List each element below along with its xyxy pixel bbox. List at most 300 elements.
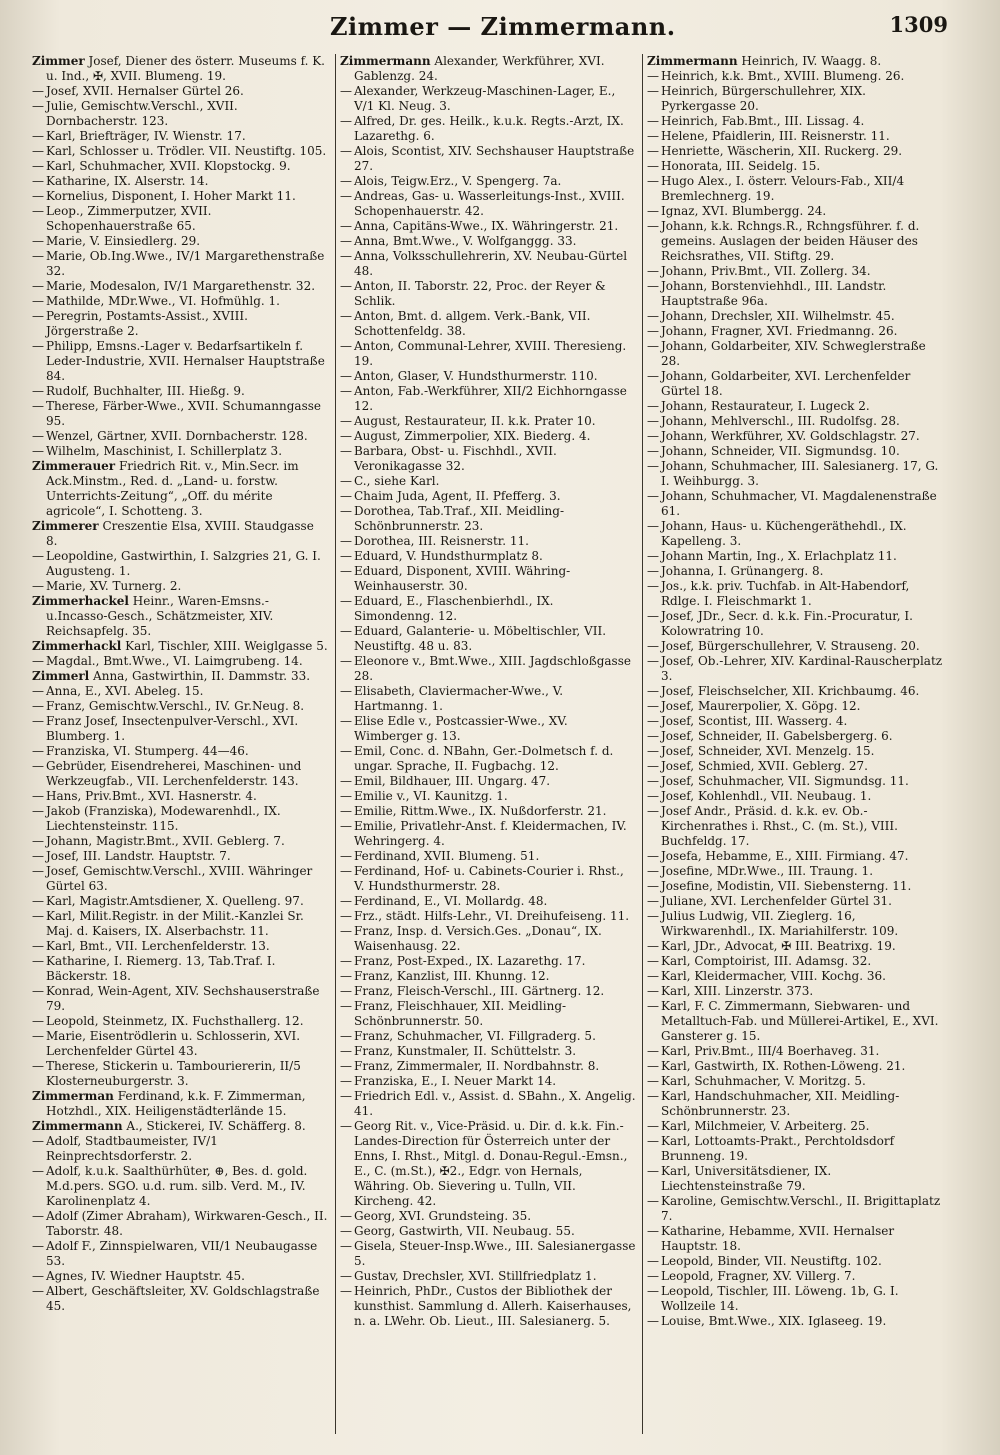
ditto-dash: — <box>340 249 352 263</box>
directory-entry <box>647 744 943 759</box>
surname-entry <box>32 459 329 519</box>
ditto-dash: — <box>647 1194 659 1208</box>
ditto-dash: — <box>32 849 44 863</box>
directory-entry <box>647 1194 943 1224</box>
directory-entry <box>340 714 636 744</box>
ditto-dash: — <box>647 399 659 413</box>
directory-entry <box>32 234 329 249</box>
directory-entry <box>647 1059 943 1074</box>
ditto-dash: — <box>340 1224 352 1238</box>
entry-text: Eleonore v., Bmt.Wwe., XIII. Jagdschloßgasse 28. <box>354 654 631 683</box>
entry-text: Eduard, Disponent, XVIII. Währing-Weinhauserstr. 30. <box>354 564 571 593</box>
ditto-dash: — <box>32 294 44 308</box>
entry-text: A., Stickerei, IV. Schäfferg. 8. <box>122 1119 306 1133</box>
entry-text: Josef, XVII. Hernalser Gürtel 26. <box>46 84 244 98</box>
entry-text: Adolf, Stadtbaumeister, IV/1 Reinprechtsdorferstr. 2. <box>46 1134 218 1163</box>
directory-entry <box>647 774 943 789</box>
directory-entry <box>647 864 943 879</box>
entry-text: Josefine, MDr.Wwe., III. Traung. 1. <box>661 864 874 878</box>
ditto-dash: — <box>647 144 659 158</box>
ditto-dash: — <box>647 1119 659 1133</box>
entry-text: Katharine, I. Riemerg. 13, Tab.Traf. I. Bäckerstr. 18. <box>46 954 276 983</box>
entry-text: Friedrich Edl. v., Assist. d. SBahn., X. Angelig. 41. <box>354 1089 636 1118</box>
entry-text: Frz., städt. Hilfs-Lehr., VI. Dreihufeiseng. 11. <box>354 909 630 923</box>
entry-text: Karl, Bmt., VII. Lerchenfelderstr. 13. <box>46 939 270 953</box>
directory-entry <box>32 954 329 984</box>
page-title: Zimmer — Zimmermann. <box>330 12 676 41</box>
directory-entry <box>647 279 943 309</box>
directory-entry <box>340 1089 636 1119</box>
ditto-dash: — <box>32 144 44 158</box>
directory-entry <box>32 864 329 894</box>
directory-entry <box>32 189 329 204</box>
surname-entry <box>32 1089 329 1119</box>
entry-text: Emil, Conc. d. NBahn, Ger.-Dolmetsch f. d. ungar. Sprache, II. Fugbachg. 12. <box>354 744 614 773</box>
entry-text: Heinrich, k.k. Bmt., XVIII. Blumeng. 26. <box>661 69 905 83</box>
entry-text: Elisabeth, Claviermacher-Wwe., V. Hartmanng. 1. <box>354 684 564 713</box>
directory-entry <box>647 1089 943 1119</box>
entry-text: Wilhelm, Maschinist, I. Schillerplatz 3. <box>46 444 283 458</box>
entry-text: Karl, Gastwirth, IX. Rothen-Löweng. 21. <box>661 1059 906 1073</box>
ditto-dash: — <box>32 699 44 713</box>
directory-entry <box>647 489 943 519</box>
directory-entry <box>340 954 636 969</box>
entry-text: Johann, Borstenviehhdl., III. Landstr. Hauptstraße 96a. <box>661 279 887 308</box>
ditto-dash: — <box>32 1284 44 1298</box>
directory-entry <box>647 564 943 579</box>
entry-text: Leopold, Fragner, XV. Villerg. 7. <box>661 1269 856 1283</box>
entry-text: Andreas, Gas- u. Wasserleitungs-Inst., XVIII. Schopenhauerstr. 42. <box>354 189 625 218</box>
entry-text: Franz, Kanzlist, III. Khunng. 12. <box>354 969 550 983</box>
directory-entry <box>32 849 329 864</box>
ditto-dash: — <box>340 864 352 878</box>
directory-entry <box>340 789 636 804</box>
directory-entry <box>340 924 636 954</box>
entry-text: Julie, Gemischtw.Verschl., XVII. Dornbacherstr. 123. <box>46 99 238 128</box>
surname-entry <box>32 669 329 684</box>
entry-text: Karl, Magistr.Amtsdiener, X. Quelleng. 97. <box>46 894 304 908</box>
ditto-dash: — <box>32 834 44 848</box>
entry-text: Johann, Haus- u. Küchengeräthehdl., IX. Kapelleng. 3. <box>661 519 907 548</box>
ditto-dash: — <box>32 654 44 668</box>
ditto-dash: — <box>647 114 659 128</box>
ditto-dash: — <box>647 744 659 758</box>
surname: Zimmer <box>32 54 85 68</box>
entry-text: Johann, Werkführer, XV. Goldschlagstr. 27. <box>661 429 920 443</box>
ditto-dash: — <box>32 894 44 908</box>
entry-text: Karl, XIII. Linzerstr. 373. <box>661 984 814 998</box>
entry-text: Emilie, Privatlehr-Anst. f. Kleidermachen, IV. Wehringerg. 4. <box>354 819 627 848</box>
entry-text: Karl, Universitätsdiener, IX. Liechtensteinstraße 79. <box>661 1164 832 1193</box>
surname-entry <box>32 54 329 84</box>
ditto-dash: — <box>647 1164 659 1178</box>
directory-entry <box>340 489 636 504</box>
entry-text: Hans, Priv.Bmt., XVI. Hasnerstr. 4. <box>46 789 257 803</box>
page-number: 1309 <box>889 12 948 37</box>
directory-entry <box>340 594 636 624</box>
directory-entry <box>647 894 943 909</box>
directory-entry <box>340 654 636 684</box>
directory-entry <box>647 549 943 564</box>
entry-text: Therese, Färber-Wwe., XVII. Schumanngasse 95. <box>46 399 321 428</box>
ditto-dash: — <box>32 864 44 878</box>
entry-text: Franz, Insp. d. Versich.Ges. „Donau“, IX. Waisenhausg. 22. <box>354 924 602 953</box>
entry-text: Johann, Restaurateur, I. Lugeck 2. <box>661 399 870 413</box>
directory-columns <box>28 54 950 1434</box>
ditto-dash: — <box>340 1074 352 1088</box>
directory-entry <box>340 1044 636 1059</box>
entry-text: Jakob (Franziska), Modewarenhdl., IX. Liechtensteinstr. 115. <box>46 804 281 833</box>
ditto-dash: — <box>340 819 352 833</box>
directory-entry <box>32 1029 329 1059</box>
directory-entry <box>647 684 943 699</box>
entry-text: Friedrich Rit. v., Min.Secr. im Ack.Minstm., Red. d. „Land- u. forstw. Unterrichts-Zeitung“, „Off. du mérite agricole“, I. Schotteng. 3. <box>46 459 299 518</box>
directory-entry <box>340 174 636 189</box>
entry-text: Emilie v., VI. Kaunitzg. 1. <box>354 789 508 803</box>
directory-entry <box>340 744 636 774</box>
directory-entry <box>340 339 636 369</box>
directory-entry <box>647 324 943 339</box>
directory-entry <box>340 219 636 234</box>
ditto-dash: — <box>647 1059 659 1073</box>
ditto-dash: — <box>32 429 44 443</box>
entry-text: Jos., k.k. priv. Tuchfab. in Alt-Habendorf, Rdlge. I. Fleischmarkt 1. <box>661 579 910 608</box>
ditto-dash: — <box>340 144 352 158</box>
entry-text: Johann, Drechsler, XII. Wilhelmstr. 45. <box>661 309 895 323</box>
directory-entry <box>647 369 943 399</box>
ditto-dash: — <box>32 939 44 953</box>
directory-entry <box>340 84 636 114</box>
directory-entry <box>647 699 943 714</box>
directory-entry <box>32 1284 329 1314</box>
directory-entry <box>647 1254 943 1269</box>
ditto-dash: — <box>647 1134 659 1148</box>
directory-entry <box>340 234 636 249</box>
directory-entry <box>340 984 636 999</box>
ditto-dash: — <box>32 954 44 968</box>
ditto-dash: — <box>340 474 352 488</box>
ditto-dash: — <box>32 759 44 773</box>
directory-entry <box>647 1044 943 1059</box>
directory-entry <box>340 429 636 444</box>
directory-entry <box>340 369 636 384</box>
entry-text: Heinrich, Bürgerschullehrer, XIX. Pyrkergasse 20. <box>661 84 866 113</box>
entry-text: Dorothea, Tab.Traf., XII. Meidling-Schönbrunnerstr. 23. <box>354 504 565 533</box>
ditto-dash: — <box>32 1209 44 1223</box>
ditto-dash: — <box>340 369 352 383</box>
directory-entry <box>340 1209 636 1224</box>
entry-text: Juliane, XVI. Lerchenfelder Gürtel 31. <box>661 894 892 908</box>
entry-text: Katharine, IX. Alserstr. 14. <box>46 174 209 188</box>
ditto-dash: — <box>340 339 352 353</box>
entry-text: Johann, Priv.Bmt., VII. Zollerg. 34. <box>661 264 871 278</box>
ditto-dash: — <box>340 969 352 983</box>
entry-text: Peregrin, Postamts-Assist., XVIII. Jörgerstraße 2. <box>46 309 248 338</box>
entry-text: Heinrich, PhDr., Custos der Bibliothek der kunsthist. Sammlung d. Allerh. Kaiserhauses, n. a. LWehr. Ob. Lieut., III. Salesianerg. 5. <box>354 1284 632 1328</box>
ditto-dash: — <box>647 204 659 218</box>
entry-text: Anna, Bmt.Wwe., V. Wolfganggg. 33. <box>354 234 577 248</box>
ditto-dash: — <box>340 894 352 908</box>
entry-text: Johann, Goldarbeiter, XIV. Schweglerstraße 28. <box>661 339 926 368</box>
ditto-dash: — <box>340 114 352 128</box>
directory-entry <box>647 1224 943 1254</box>
directory-entry <box>32 789 329 804</box>
ditto-dash: — <box>647 159 659 173</box>
directory-entry <box>647 969 943 984</box>
entry-text: Karl, Kleidermacher, VIII. Kochg. 36. <box>661 969 886 983</box>
entry-text: Josef Andr., Präsid. d. k.k. ev. Ob.-Kirchenrathes i. Rhst., C. (m. St.), VIII. Buchfeldg. 17. <box>661 804 898 848</box>
ditto-dash: — <box>340 429 352 443</box>
directory-entry <box>647 879 943 894</box>
entry-text: Karl, Handschuhmacher, XII. Meidling-Schönbrunnerstr. 23. <box>661 1089 900 1118</box>
ditto-dash: — <box>32 159 44 173</box>
ditto-dash: — <box>647 444 659 458</box>
directory-entry <box>340 1224 636 1239</box>
entry-text: Alexander, Werkführer, XVI. Gablenzg. 24. <box>354 54 605 83</box>
ditto-dash: — <box>647 414 659 428</box>
directory-entry <box>647 954 943 969</box>
ditto-dash: — <box>32 99 44 113</box>
directory-entry <box>340 384 636 414</box>
entry-text: Josef, Fleischselcher, XII. Krichbaumg. 46. <box>661 684 920 698</box>
entry-text: Wenzel, Gärtner, XVII. Dornbacherstr. 128. <box>46 429 308 443</box>
ditto-dash: — <box>340 654 352 668</box>
entry-text: Marie, Eisentrödlerin u. Schlosserin, XVI. Lerchenfelder Gürtel 43. <box>46 1029 301 1058</box>
entry-text: Karl, Milit.Registr. in der Milit.-Kanzlei Sr. Maj. d. Kaisers, IX. Alserbachstr. 11. <box>46 909 304 938</box>
surname: Zimmerman <box>32 1089 114 1103</box>
directory-entry <box>647 654 943 684</box>
entry-text: Karl, Schuhmacher, XVII. Klopstockg. 9. <box>46 159 291 173</box>
entry-text: Franz, Zimmermaler, II. Nordbahnstr. 8. <box>354 1059 600 1073</box>
entry-text: Ignaz, XVI. Blumbergg. 24. <box>661 204 827 218</box>
surname-entry <box>32 519 329 549</box>
directory-entry <box>647 939 943 954</box>
surname-entry <box>647 54 943 69</box>
entry-text: Karl, Schuhmacher, V. Moritzg. 5. <box>661 1074 866 1088</box>
ditto-dash: — <box>340 744 352 758</box>
entry-text: Josef, Ob.-Lehrer, XIV. Kardinal-Rauscherplatz 3. <box>661 654 943 683</box>
ditto-dash: — <box>340 189 352 203</box>
entry-text: Franz, Schuhmacher, VI. Fillgraderg. 5. <box>354 1029 596 1043</box>
ditto-dash: — <box>340 1284 352 1298</box>
entry-text: Leopold, Binder, VII. Neustiftg. 102. <box>661 1254 882 1268</box>
entry-text: Therese, Stickerin u. Tambouriererin, II/5 Klosterneuburgerstr. 3. <box>46 1059 301 1088</box>
surname: Zimmerhackel <box>32 594 129 608</box>
entry-text: Josef, Diener des österr. Museums f. K. u. Ind., ✠, XVII. Blumeng. 19. <box>46 54 325 83</box>
ditto-dash: — <box>32 1059 44 1073</box>
entry-text: Karl, Milchmeier, V. Arbeiterg. 25. <box>661 1119 870 1133</box>
directory-entry <box>32 339 329 384</box>
ditto-dash: — <box>647 1074 659 1088</box>
entry-text: Rudolf, Buchhalter, III. Hießg. 9. <box>46 384 245 398</box>
ditto-dash: — <box>647 459 659 473</box>
ditto-dash: — <box>647 939 659 953</box>
ditto-dash: — <box>340 534 352 548</box>
ditto-dash: — <box>647 954 659 968</box>
entry-text: Hugo Alex., I. österr. Velours-Fab., XII/4 Bremlechnerg. 19. <box>661 174 905 203</box>
directory-entry <box>647 789 943 804</box>
directory-entry <box>32 1209 329 1239</box>
entry-text: Ferdinand, Hof- u. Cabinets-Courier i. Rhst., V. Hundsthurmerstr. 28. <box>354 864 624 893</box>
entry-text: Georg, XVI. Grundsteing. 35. <box>354 1209 532 1223</box>
entry-text: Georg Rit. v., Vice-Präsid. u. Dir. d. k.k. Fin.-Landes-Direction für Österreich unter der Enns, I. Rhst., Mitgl. d. Donau-Regul.-Emsn., E., C. (m.St.), ✠2., Edgr. von Hernals, Währing. Ob. Sievering u. Tulln, VII. Kircheng. 42. <box>354 1119 628 1208</box>
ditto-dash: — <box>647 369 659 383</box>
page-header <box>0 8 1000 48</box>
entry-text: Anna, Capitäns-Wwe., IX. Währingerstr. 21. <box>354 219 619 233</box>
ditto-dash: — <box>647 279 659 293</box>
directory-entry <box>32 804 329 834</box>
directory-entry <box>32 549 329 579</box>
ditto-dash: — <box>340 984 352 998</box>
ditto-dash: — <box>340 279 352 293</box>
entry-text: Alfred, Dr. ges. Heilk., k.u.k. Regts.-Arzt, IX. Lazarethg. 6. <box>354 114 624 143</box>
ditto-dash: — <box>340 1059 352 1073</box>
directory-entry <box>647 399 943 414</box>
directory-entry <box>340 414 636 429</box>
entry-text: Chaim Juda, Agent, II. Pfefferg. 3. <box>354 489 561 503</box>
entry-text: Josef, Scontist, III. Wasserg. 4. <box>661 714 848 728</box>
entry-text: Johann, Mehlverschl., III. Rudolfsg. 28. <box>661 414 900 428</box>
directory-entry <box>32 1269 329 1284</box>
entry-text: Johann, Schuhmacher, VI. Magdalenenstraße 61. <box>661 489 937 518</box>
ditto-dash: — <box>647 429 659 443</box>
ditto-dash: — <box>340 84 352 98</box>
ditto-dash: — <box>32 189 44 203</box>
ditto-dash: — <box>340 414 352 428</box>
ditto-dash: — <box>340 1239 352 1253</box>
directory-entry <box>647 219 943 264</box>
entry-text: Louise, Bmt.Wwe., XIX. Iglaseeg. 19. <box>661 1314 887 1328</box>
directory-entry <box>340 1074 636 1089</box>
entry-text: Emil, Bildhauer, III. Ungarg. 47. <box>354 774 551 788</box>
directory-entry <box>340 474 636 489</box>
directory-entry <box>647 174 943 204</box>
entry-text: Josef, Bürgerschullehrer, V. Strauseng. 20. <box>661 639 920 653</box>
directory-entry <box>647 1314 943 1329</box>
directory-entry <box>340 849 636 864</box>
directory-entry <box>32 1164 329 1209</box>
ditto-dash: — <box>340 804 352 818</box>
ditto-dash: — <box>340 999 352 1013</box>
ditto-dash: — <box>647 309 659 323</box>
entry-text: Julius Ludwig, VII. Zieglerg. 16, Wirkwarenhdl., IX. Mariahilferstr. 109. <box>661 909 899 938</box>
directory-entry <box>340 969 636 984</box>
entry-text: Marie, Modesalon, IV/1 Margarethenstr. 32. <box>46 279 316 293</box>
entry-text: Adolf F., Zinnspielwaren, VII/1 Neubaugasse 53. <box>46 1239 318 1268</box>
ditto-dash: — <box>32 1239 44 1253</box>
entry-text: Helene, Pfaidlerin, III. Reisnerstr. 11. <box>661 129 890 143</box>
ditto-dash: — <box>32 1014 44 1028</box>
entry-text: Anton, Glaser, V. Hundsthurmerstr. 110. <box>354 369 598 383</box>
directory-entry <box>647 519 943 549</box>
ditto-dash: — <box>32 339 44 353</box>
directory-entry <box>32 984 329 1014</box>
ditto-dash: — <box>647 609 659 623</box>
directory-entry <box>32 654 329 669</box>
ditto-dash: — <box>647 789 659 803</box>
ditto-dash: — <box>32 789 44 803</box>
directory-entry <box>340 564 636 594</box>
directory-entry <box>340 774 636 789</box>
entry-text: Adolf (Zimer Abraham), Wirkwaren-Gesch., II. Taborstr. 48. <box>46 1209 328 1238</box>
ditto-dash: — <box>647 489 659 503</box>
entry-text: Anton, II. Taborstr. 22, Proc. der Reyer & Schlik. <box>354 279 606 308</box>
entry-text: Leopold, Steinmetz, IX. Fuchsthallerg. 12. <box>46 1014 304 1028</box>
ditto-dash: — <box>340 444 352 458</box>
entry-text: Franz, Post-Exped., IX. Lazarethg. 17. <box>354 954 586 968</box>
directory-entry <box>647 639 943 654</box>
entry-text: Dorothea, III. Reisnerstr. 11. <box>354 534 529 548</box>
directory-entry <box>32 909 329 939</box>
ditto-dash: — <box>647 759 659 773</box>
ditto-dash: — <box>340 309 352 323</box>
entry-text: Marie, V. Einsiedlerg. 29. <box>46 234 201 248</box>
entry-text: Gisela, Steuer-Insp.Wwe., III. Salesianergasse 5. <box>354 1239 636 1268</box>
entry-text: Creszentie Elsa, XVIII. Staudgasse 8. <box>46 519 314 548</box>
ditto-dash: — <box>32 579 44 593</box>
entry-text: Leop., Zimmerputzer, XVII. Schopenhauerstraße 65. <box>46 204 212 233</box>
directory-entry <box>32 1134 329 1164</box>
directory-entry <box>32 399 329 429</box>
column-2 <box>335 54 642 1434</box>
entry-text: Josef, Schuhmacher, VII. Sigmundsg. 11. <box>661 774 909 788</box>
entry-text: Johann, Magistr.Bmt., XVII. Geblerg. 7. <box>46 834 285 848</box>
directory-entry <box>647 909 943 939</box>
ditto-dash: — <box>647 804 659 818</box>
entry-text: Karl, Lottoamts-Prakt., Perchtoldsdorf Brunneng. 19. <box>661 1134 895 1163</box>
directory-entry <box>32 84 329 99</box>
entry-text: Johanna, I. Grünangerg. 8. <box>661 564 824 578</box>
ditto-dash: — <box>647 1284 659 1298</box>
entry-text: Henriette, Wäscherin, XII. Ruckerg. 29. <box>661 144 903 158</box>
directory-entry <box>647 1119 943 1134</box>
ditto-dash: — <box>647 684 659 698</box>
directory-entry <box>647 714 943 729</box>
directory-entry <box>32 249 329 279</box>
ditto-dash: — <box>340 684 352 698</box>
directory-entry <box>647 204 943 219</box>
directory-entry <box>32 174 329 189</box>
directory-entry <box>647 1269 943 1284</box>
ditto-dash: — <box>647 984 659 998</box>
ditto-dash: — <box>340 714 352 728</box>
directory-entry <box>340 624 636 654</box>
ditto-dash: — <box>647 654 659 668</box>
ditto-dash: — <box>32 1029 44 1043</box>
entry-text: Elise Edle v., Postcassier-Wwe., XV. Wimberger g. 13. <box>354 714 568 743</box>
directory-entry <box>32 204 329 234</box>
directory-entry <box>32 384 329 399</box>
ditto-dash: — <box>32 309 44 323</box>
ditto-dash: — <box>647 639 659 653</box>
entry-text: Ferdinand, E., VI. Mollardg. 48. <box>354 894 548 908</box>
ditto-dash: — <box>340 1029 352 1043</box>
entry-text: Anna, E., XVI. Abeleg. 15. <box>46 684 204 698</box>
directory-entry <box>647 804 943 849</box>
directory-entry <box>647 159 943 174</box>
directory-entry <box>340 1239 636 1269</box>
directory-entry <box>340 684 636 714</box>
directory-entry <box>32 444 329 459</box>
ditto-dash: — <box>647 69 659 83</box>
directory-entry <box>647 849 943 864</box>
ditto-dash: — <box>647 909 659 923</box>
entry-text: Leopoldine, Gastwirthin, I. Salzgries 21, G. I. Augusteng. 1. <box>46 549 321 578</box>
ditto-dash: — <box>340 564 352 578</box>
ditto-dash: — <box>647 699 659 713</box>
directory-entry <box>647 114 943 129</box>
ditto-dash: — <box>647 849 659 863</box>
